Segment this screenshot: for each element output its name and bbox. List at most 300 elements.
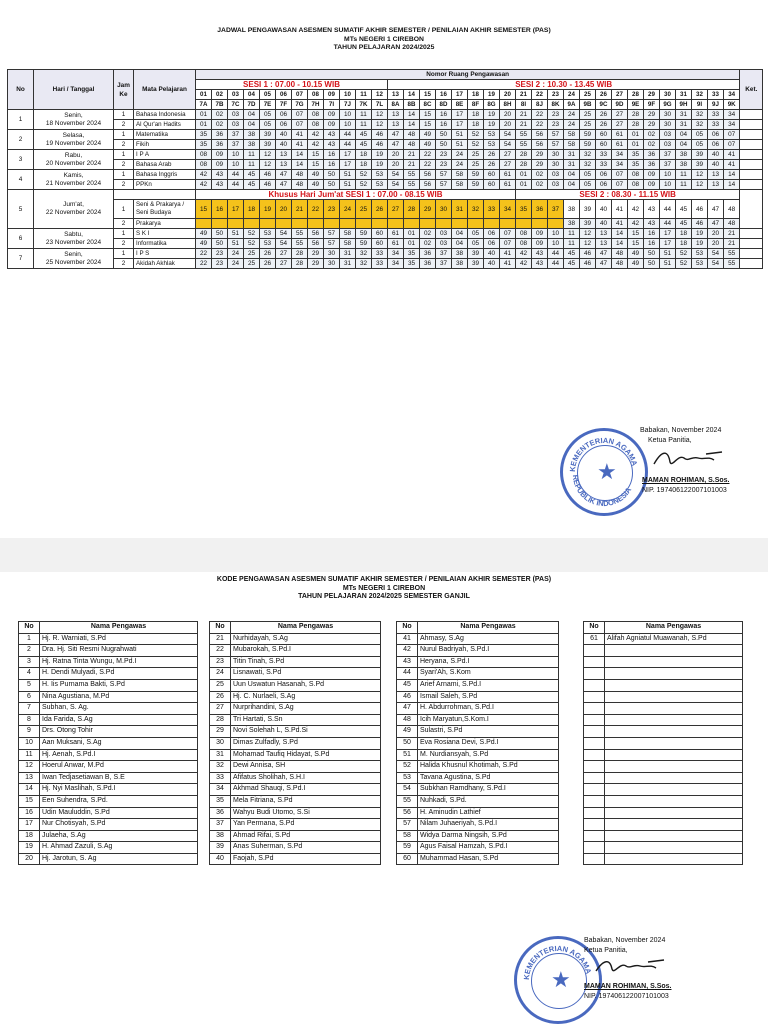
room-cell: [532, 219, 548, 229]
supervisor-name: Heryana, S.Pd.I: [418, 656, 559, 668]
day-date-cell: [34, 150, 114, 170]
star-emblem-icon: ★: [551, 967, 571, 992]
room-number: 02: [212, 90, 228, 100]
room-cell: 42: [308, 130, 324, 140]
room-number: 27: [612, 90, 628, 100]
room-cell: 54: [276, 239, 292, 249]
room-cell: 50: [212, 229, 228, 239]
room-cell: 04: [676, 140, 692, 150]
room-cell: 52: [468, 130, 484, 140]
table-row: [19, 703, 198, 715]
room-cell: 45: [244, 170, 260, 180]
room-cell: 53: [260, 229, 276, 239]
codes-header-row: [210, 622, 381, 634]
day-name: Senin,: [64, 250, 83, 258]
supervisor-number: [584, 819, 605, 831]
supervisor-name: [605, 853, 743, 865]
ket-cell: [740, 120, 763, 130]
room-cell: 42: [628, 200, 644, 219]
supervisor-name: [605, 807, 743, 819]
room-cell: 08: [516, 239, 532, 249]
stamp-bottom-text: REPUBLIK INDONESIA: [570, 474, 634, 509]
supervisor-name: Mohamad Taufiq Hidayat, S.Pd: [231, 749, 381, 761]
room-cell: 21: [404, 150, 420, 160]
codes-header-no: No: [584, 622, 605, 634]
jam-number: 1: [114, 150, 134, 160]
supervisor-number: [584, 679, 605, 691]
table-row: [19, 691, 198, 703]
class-label: 9B: [580, 100, 596, 110]
supervisor-name: Nurul Badriyah, S.Pd.I: [418, 645, 559, 657]
supervisor-number: 7: [19, 703, 40, 715]
table-row: [584, 726, 743, 738]
supervisor-name: H. Iis Purnama Bakti, S.Pd: [40, 679, 198, 691]
table-row: [19, 819, 198, 831]
room-cell: 01: [196, 120, 212, 130]
supervisor-name: Hj. Ratna Tinta Wungu, M.Pd.I: [40, 656, 198, 668]
room-cell: 43: [644, 200, 660, 219]
room-number: 06: [276, 90, 292, 100]
room-cell: 58: [564, 130, 580, 140]
room-cell: 48: [724, 200, 740, 219]
supervisor-name: Nina Agustiana, M.Pd: [40, 691, 198, 703]
jam-number: 2: [114, 239, 134, 249]
room-cell: 24: [228, 259, 244, 269]
table-row: [19, 668, 198, 680]
room-cell: 02: [532, 170, 548, 180]
room-cell: 28: [292, 259, 308, 269]
schedule-row: [8, 190, 763, 200]
supervisor-name: Arief Arnami, S.Pd.I: [418, 679, 559, 691]
room-cell: 10: [340, 120, 356, 130]
supervisor-name: H. Ahmad Zazuli, S.Ag: [40, 842, 198, 854]
room-cell: 38: [564, 219, 580, 229]
supervisor-number: 12: [19, 761, 40, 773]
table-row: [210, 703, 381, 715]
room-cell: 12: [580, 229, 596, 239]
supervisor-name: [605, 737, 743, 749]
supervisor-number: 46: [397, 691, 418, 703]
schedule-row: [8, 259, 763, 269]
room-cell: 45: [564, 259, 580, 269]
supervisor-number: [584, 703, 605, 715]
room-cell: 13: [388, 120, 404, 130]
supervisor-name: [605, 795, 743, 807]
room-cell: 36: [532, 200, 548, 219]
supervisor-name: Julaeha, S.Ag: [40, 830, 198, 842]
room-cell: [356, 219, 372, 229]
supervisor-number: [584, 842, 605, 854]
supervisor-number: 59: [397, 842, 418, 854]
room-cell: 40: [708, 150, 724, 160]
supervisor-number: 52: [397, 761, 418, 773]
codes-header-no: No: [397, 622, 418, 634]
class-label: 7L: [372, 100, 388, 110]
schedule-row: [8, 150, 763, 160]
room-cell: [212, 219, 228, 229]
room-cell: 37: [228, 140, 244, 150]
room-cell: 59: [580, 130, 596, 140]
room-cell: 60: [372, 239, 388, 249]
room-cell: 02: [644, 130, 660, 140]
table-row: [397, 761, 559, 773]
room-cell: 46: [692, 200, 708, 219]
room-cell: 17: [660, 239, 676, 249]
day-date: 20 November 2024: [45, 159, 102, 167]
supervisor-number: 20: [19, 853, 40, 865]
supervisor-name: Hj. Aenah, S.Pd.I: [40, 749, 198, 761]
room-cell: 08: [628, 170, 644, 180]
room-cell: 43: [212, 180, 228, 190]
supervisor-name: [605, 749, 743, 761]
jam-number: 1: [114, 110, 134, 120]
supervisor-name: [605, 668, 743, 680]
codes-header-name: Nama Pengawas: [231, 622, 381, 634]
day-date-cell: [34, 249, 114, 269]
room-cell: 29: [308, 249, 324, 259]
room-cell: 29: [420, 200, 436, 219]
day-name: Sabtu,: [64, 230, 83, 238]
supervisor-number: 1: [19, 633, 40, 645]
table-row: [19, 830, 198, 842]
room-cell: 10: [548, 229, 564, 239]
class-label: 8I: [516, 100, 532, 110]
codes-header-name: Nama Pengawas: [605, 622, 743, 634]
signature-2-nip: NIP. 197406122007101003: [584, 993, 669, 1000]
room-cell: 26: [596, 120, 612, 130]
room-cell: 07: [724, 140, 740, 150]
room-cell: 21: [724, 229, 740, 239]
signature-nip: NIP. 197406122007101003: [642, 487, 727, 494]
room-cell: 27: [276, 259, 292, 269]
room-cell: 47: [708, 200, 724, 219]
room-cell: 41: [612, 200, 628, 219]
ket-cell: [740, 140, 763, 150]
room-cell: 60: [596, 130, 612, 140]
room-cell: 55: [292, 239, 308, 249]
room-cell: [420, 219, 436, 229]
room-cell: 59: [468, 180, 484, 190]
room-cell: 55: [724, 249, 740, 259]
class-label: 8A: [388, 100, 404, 110]
room-cell: 39: [468, 259, 484, 269]
room-cell: 18: [676, 239, 692, 249]
room-cell: 06: [708, 130, 724, 140]
room-cell: 44: [228, 170, 244, 180]
room-cell: 06: [276, 120, 292, 130]
room-cell: 35: [404, 259, 420, 269]
room-number: 22: [532, 90, 548, 100]
room-cell: 42: [308, 140, 324, 150]
subject-name: I P A: [134, 150, 196, 160]
room-number: 25: [580, 90, 596, 100]
header-no: No: [8, 70, 34, 110]
table-row: [210, 656, 381, 668]
ket-cell: [740, 229, 763, 239]
codes-table-1: [18, 621, 198, 865]
subject-name: S K I: [134, 229, 196, 239]
class-label: 7A: [196, 100, 212, 110]
room-cell: 15: [420, 110, 436, 120]
room-cell: 12: [260, 160, 276, 170]
room-cell: 44: [548, 259, 564, 269]
room-cell: 24: [452, 150, 468, 160]
session-2-label: SESI 2 : 10.30 - 13.45 WIB: [388, 80, 740, 90]
class-label: 7J: [340, 100, 356, 110]
supervisor-number: 11: [19, 749, 40, 761]
table-row: [397, 795, 559, 807]
room-cell: 49: [308, 180, 324, 190]
room-cell: 61: [388, 239, 404, 249]
room-cell: 14: [292, 150, 308, 160]
room-cell: 06: [484, 239, 500, 249]
room-cell: 50: [436, 140, 452, 150]
room-cell: 56: [308, 239, 324, 249]
jam-number: 2: [114, 219, 134, 229]
supervisor-name: Subhan, S. Ag.: [40, 703, 198, 715]
class-label: 8H: [500, 100, 516, 110]
room-cell: 58: [564, 140, 580, 150]
header-row: [8, 70, 763, 80]
supervisor-number: 31: [210, 749, 231, 761]
day-number: 5: [8, 190, 34, 229]
table-row: [397, 679, 559, 691]
room-cell: 35: [196, 140, 212, 150]
room-cell: 16: [436, 110, 452, 120]
room-number: 07: [292, 90, 308, 100]
room-cell: 46: [580, 259, 596, 269]
supervisor-number: 44: [397, 668, 418, 680]
room-cell: 52: [676, 259, 692, 269]
schedule-title-line1: JADWAL PENGAWASAN ASESMEN SUMATIF AKHIR SEMESTER / PENILAIAN AKHIR SEMESTER (PAS): [217, 27, 551, 34]
room-cell: 03: [436, 239, 452, 249]
supervisor-number: 22: [210, 645, 231, 657]
supervisor-number: 14: [19, 784, 40, 796]
room-cell: 13: [708, 170, 724, 180]
room-cell: 34: [724, 120, 740, 130]
room-cell: 13: [596, 239, 612, 249]
room-cell: 21: [404, 160, 420, 170]
room-cell: 59: [356, 239, 372, 249]
room-cell: 22: [532, 120, 548, 130]
table-row: [584, 633, 743, 645]
table-row: [210, 726, 381, 738]
room-cell: 02: [644, 140, 660, 150]
room-cell: 22: [308, 200, 324, 219]
room-cell: 36: [644, 160, 660, 170]
table-row: [210, 795, 381, 807]
room-cell: 28: [516, 150, 532, 160]
supervisor-number: 16: [19, 807, 40, 819]
table-row: [210, 749, 381, 761]
room-cell: 08: [196, 150, 212, 160]
ket-cell: [740, 249, 763, 259]
subject-name: Matematika: [134, 130, 196, 140]
room-cell: 43: [212, 170, 228, 180]
room-cell: 12: [580, 239, 596, 249]
room-number: 14: [404, 90, 420, 100]
class-label: 8B: [404, 100, 420, 110]
room-cell: 04: [452, 239, 468, 249]
day-name: Rabu,: [64, 151, 83, 159]
supervisor-name: Mela Fitriana, S.Pd: [231, 795, 381, 807]
supervisor-name: Syari'Ah, S.Kom: [418, 668, 559, 680]
ket-cell: [740, 160, 763, 170]
day-number: 4: [8, 170, 34, 190]
room-cell: 31: [676, 110, 692, 120]
table-row: [210, 853, 381, 865]
room-number: 31: [676, 90, 692, 100]
supervisor-name: Hj. Jarotun, S. Ag: [40, 853, 198, 865]
room-cell: 29: [532, 160, 548, 170]
supervisor-number: [584, 668, 605, 680]
supervisor-name: Agus Faisal Hamzah, S.Pd.I: [418, 842, 559, 854]
room-cell: 19: [260, 200, 276, 219]
room-cell: 56: [420, 180, 436, 190]
subject-name: Bahasa Inggris: [134, 170, 196, 180]
room-cell: 06: [484, 229, 500, 239]
room-cell: 22: [420, 150, 436, 160]
supervisor-number: 29: [210, 726, 231, 738]
room-cell: 56: [308, 229, 324, 239]
codes-header-name: Nama Pengawas: [40, 622, 198, 634]
table-row: [19, 726, 198, 738]
star-emblem-icon: ★: [597, 459, 617, 484]
codes-title-line2: MTs NEGERI 1 CIREBON: [342, 584, 426, 592]
day-date-cell: [34, 110, 114, 130]
room-cell: 30: [660, 120, 676, 130]
room-cell: 53: [372, 170, 388, 180]
supervisor-number: 28: [210, 714, 231, 726]
room-cell: 35: [404, 249, 420, 259]
supervisor-number: [584, 784, 605, 796]
room-cell: 20: [388, 160, 404, 170]
supervisor-name: Nuhkadi, S.Pd.: [418, 795, 559, 807]
table-row: [584, 784, 743, 796]
table-row: [210, 842, 381, 854]
room-cell: 45: [564, 249, 580, 259]
room-cell: 30: [324, 259, 340, 269]
header-day: Hari / Tanggal: [34, 70, 114, 110]
room-cell: 48: [404, 130, 420, 140]
room-number: 32: [692, 90, 708, 100]
codes-header-no: No: [19, 622, 40, 634]
supervisor-name: Lisnawati, S.Pd: [231, 668, 381, 680]
room-cell: 54: [388, 180, 404, 190]
room-cell: 44: [340, 130, 356, 140]
room-cell: 35: [516, 200, 532, 219]
table-row: [397, 749, 559, 761]
room-cell: 30: [548, 160, 564, 170]
room-cell: 36: [420, 249, 436, 259]
room-cell: [340, 219, 356, 229]
room-cell: 06: [276, 110, 292, 120]
room-cell: 11: [244, 150, 260, 160]
room-number: 29: [644, 90, 660, 100]
room-cell: 45: [356, 140, 372, 150]
room-number: 21: [516, 90, 532, 100]
room-cell: 16: [324, 160, 340, 170]
room-cell: 34: [388, 249, 404, 259]
room-number: 34: [724, 90, 740, 100]
supervisor-number: [584, 656, 605, 668]
room-cell: 41: [500, 259, 516, 269]
day-date-cell: [34, 190, 114, 229]
room-cell: 02: [212, 110, 228, 120]
room-cell: 38: [676, 160, 692, 170]
room-cell: 13: [596, 229, 612, 239]
room-cell: 60: [484, 180, 500, 190]
supervisor-name: Iwan Tedjasetiawan B, S.E: [40, 772, 198, 784]
room-cell: 34: [612, 150, 628, 160]
friday-session-2-label: SESI 2 : 08.30 - 11.15 WIB: [516, 190, 740, 200]
room-cell: 09: [532, 229, 548, 239]
room-cell: 58: [340, 229, 356, 239]
room-number: 17: [452, 90, 468, 100]
room-cell: 08: [196, 160, 212, 170]
codes-header-row: [19, 622, 198, 634]
room-cell: 34: [612, 160, 628, 170]
day-number: 7: [8, 249, 34, 269]
room-cell: 57: [436, 170, 452, 180]
supervisor-name: Uun Uswatun Hasanah, S.Pd: [231, 679, 381, 691]
table-row: [584, 691, 743, 703]
class-label: 9G: [660, 100, 676, 110]
supervisor-name: [605, 679, 743, 691]
codes-header-row: [584, 622, 743, 634]
room-cell: 09: [324, 110, 340, 120]
supervisor-number: 17: [19, 819, 40, 831]
room-cell: 39: [468, 249, 484, 259]
room-cell: 57: [548, 130, 564, 140]
day-name: Selasa,: [62, 131, 85, 139]
room-cell: 15: [308, 150, 324, 160]
room-cell: 22: [196, 259, 212, 269]
room-cell: 07: [612, 170, 628, 180]
room-cell: 19: [484, 120, 500, 130]
table-row: [397, 668, 559, 680]
table-row: [584, 853, 743, 865]
room-cell: 49: [420, 140, 436, 150]
room-cell: [500, 219, 516, 229]
day-date: 25 November 2024: [45, 258, 102, 266]
jam-number: 1: [114, 249, 134, 259]
subject-name: Bahasa Indonesia: [134, 110, 196, 120]
supervisor-number: 6: [19, 691, 40, 703]
codes-header-row: [397, 622, 559, 634]
room-cell: 36: [212, 130, 228, 140]
supervisor-number: [584, 749, 605, 761]
table-row: [397, 842, 559, 854]
room-number: 05: [260, 90, 276, 100]
class-label: 9A: [564, 100, 580, 110]
supervisor-name: Dra. Hj. Siti Resmi Nugrahwati: [40, 645, 198, 657]
room-cell: 61: [612, 130, 628, 140]
supervisor-name: Sulastri, S.Pd: [418, 726, 559, 738]
room-cell: 52: [356, 180, 372, 190]
room-cell: 08: [308, 120, 324, 130]
room-cell: 35: [628, 150, 644, 160]
room-cell: 43: [324, 140, 340, 150]
day-date: 22 November 2024: [45, 209, 102, 216]
room-cell: 49: [420, 130, 436, 140]
supervisor-number: 54: [397, 784, 418, 796]
signature-2-role: Ketua Panitia,: [584, 947, 628, 954]
room-cell: 15: [628, 239, 644, 249]
room-number: 04: [244, 90, 260, 100]
ket-cell: [740, 259, 763, 269]
codes-title: [0, 576, 768, 602]
